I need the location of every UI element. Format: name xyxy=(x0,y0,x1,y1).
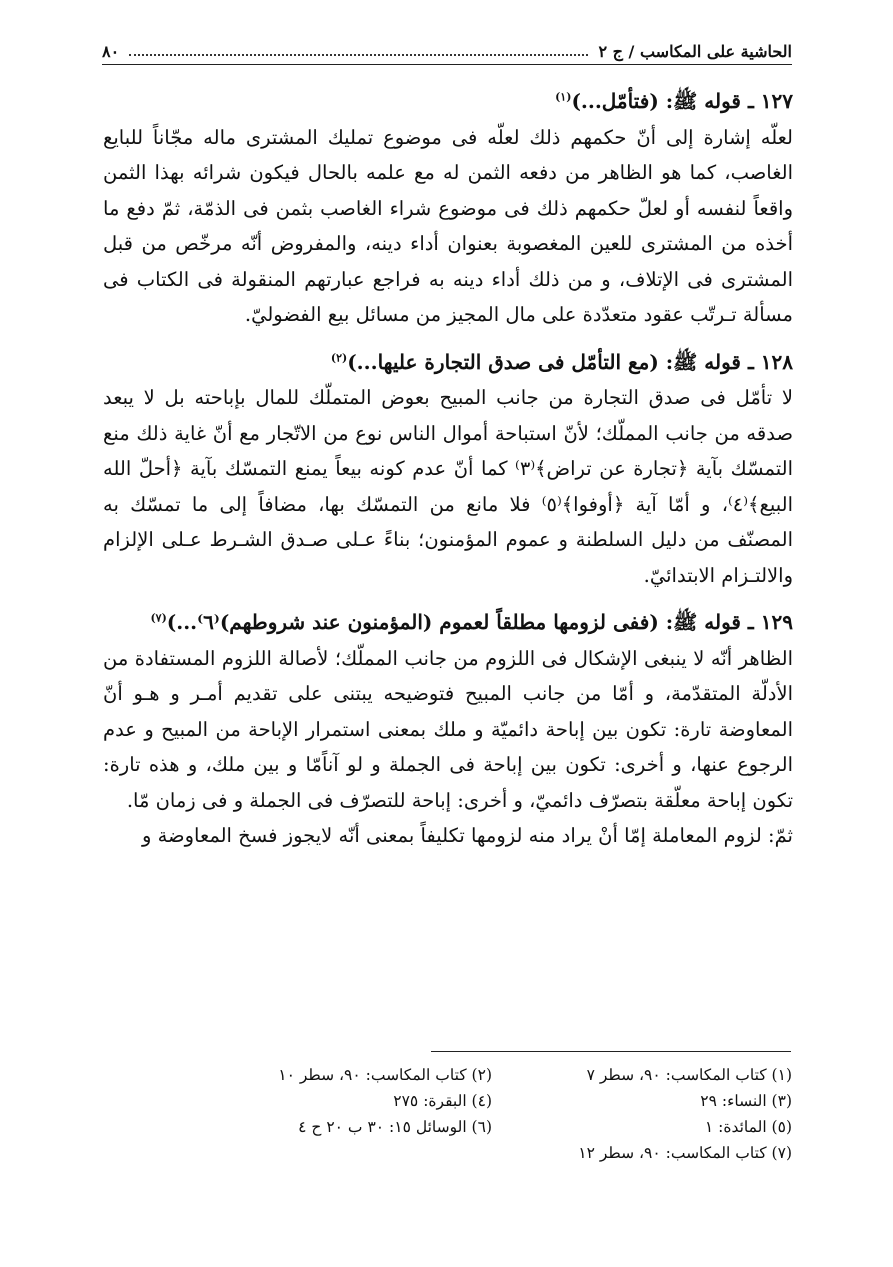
section-paragraph: ثمّ: لزوم المعاملة إمّا أنْ يراد منه لزومها تكليفاً بمعنى أنّه لايجوز فسخ المعاوضة و xyxy=(141,824,793,847)
footnotes xyxy=(200,1062,792,1166)
footnote-item: (٥) المائدة: ١ xyxy=(704,1118,792,1136)
footnote-item: (٤) البقرة: ٢٧٥ xyxy=(393,1092,492,1110)
footnote-separator xyxy=(431,1051,791,1052)
footnote-item: (٧) كتاب المكاسب: ٩٠، سطر ١٢ xyxy=(578,1144,792,1162)
section-127 xyxy=(103,84,793,333)
footnote-item: (٢) كتاب المكاسب: ٩٠، سطر ١٠ xyxy=(278,1066,492,1084)
footnote-item: (٦) الوسائل ١٥: ٣٠ ب ٢٠ ح ٤ xyxy=(298,1118,492,1136)
page-header xyxy=(102,38,792,65)
main-text xyxy=(103,84,793,866)
section-129 xyxy=(103,605,793,854)
footnote-ref: (١) xyxy=(555,90,572,104)
footnote-ref: (٧) xyxy=(150,611,167,625)
header-leader-dots xyxy=(129,54,588,56)
section-paragraph: لعلّه إشارة إلى أنّ حكمهم ذلك لعلّه فى موضوع تمليك المشترى ماله مجّاناً للبايع الغاصب، كما هو الظاهر من دفعه الثمن له مع علمه بالحال فيكون شرائه بهذا الثمن واقعاً لنفسه أو لعلّ حكمهم ذلك فى موضوع شراء الغاصب بثمن فى الذمّة، ثمّ دفع ما أخذه من المشترى للعين المغصوبة بعنوان أداء دينه، والمفروض أنّه مرخّص من قبل المشترى فى الإتلاف، و من ذلك أداء دينه به فراجع عبارتهم المنقولة فى الكتاب فى مسألة تـرتّب عقود متعدّدة على مال المجيز من مسائل بيع الفضوليّ. xyxy=(103,125,793,326)
section-title: ١٢٧ ـ قوله ﷺ: (فتأمّل...)$^{(١)}$ xyxy=(555,89,793,113)
section-title: ١٢٨ ـ قوله ﷺ: (مع التأمّل فى صدق التجارة عليها...)$^{(٢)}$ xyxy=(330,349,793,374)
footnote-item: (٣) النساء: ٢٩ xyxy=(700,1092,792,1110)
running-title: الحاشية على المكاسب / ج ٢ xyxy=(598,41,792,61)
section-paragraph: لا تأمّل فى صدق التجارة من جانب المبيح بعوض المتملّك للمال بإباحته بل لا يبعد صدقه من جانب المملّك؛ لأنّ استباحة أموال الناس نوع من الاتّجار مع أنّ غاية ذلك منع التمسّك بآية ﴿تجارة عن تراض﴾⁽٣⁾ كما أنّ عدم كونه بيعاً يمنع التمسّك بآية ﴿أحلّ الله البيع﴾⁽٤⁾، و أمّا آية ﴿أوفوا﴾⁽٥⁾ فلا مانع من التمسّك بها، مضافاً إلى ما تمسّك به المصنّف من دليل السلطنة و عموم المؤمنون؛ بناءً عـلى صـدق الشـرط عـلى الإلزام والالتـزام الابتدائيّ. xyxy=(103,386,794,587)
footnote-item: (١) كتاب المكاسب: ٩٠، سطر ٧ xyxy=(586,1066,792,1084)
section-128 xyxy=(103,345,793,594)
footnote-ref: (٢) xyxy=(330,350,348,364)
section-paragraph: الظاهر أنّه لا ينبغى الإشكال فى اللزوم من جانب المملّك؛ لأصالة اللزوم المستفادة من الأدلّة المتقدّمة، و أمّا من جانب المبيح فتوضيحه يبتنى على تقديم أمـر و هـو أنّ المعاوضة تارة: تكون بين إباحة دائميّة و ملك بمعنى استمرار الإباحة من المبيح و عدم الرجوع عنها، و أخرى: تكون بين إباحة فى الجملة و لو آناًمّا و بين ملك، و هذه تارة: تكون إباحة معلّقة بتصرّف دائميّ، و أخرى: إباحة للتصرّف فى الجملة و فى زمان مّا. xyxy=(103,646,793,812)
page-number: ٨٠ xyxy=(102,41,120,61)
section-title: ١٢٩ ـ قوله ﷺ: (ففى لزومها مطلقاً لعموم (المؤمنون عند شروطهم)⁽٦⁾...)$^{(٧)}$ xyxy=(150,610,793,634)
